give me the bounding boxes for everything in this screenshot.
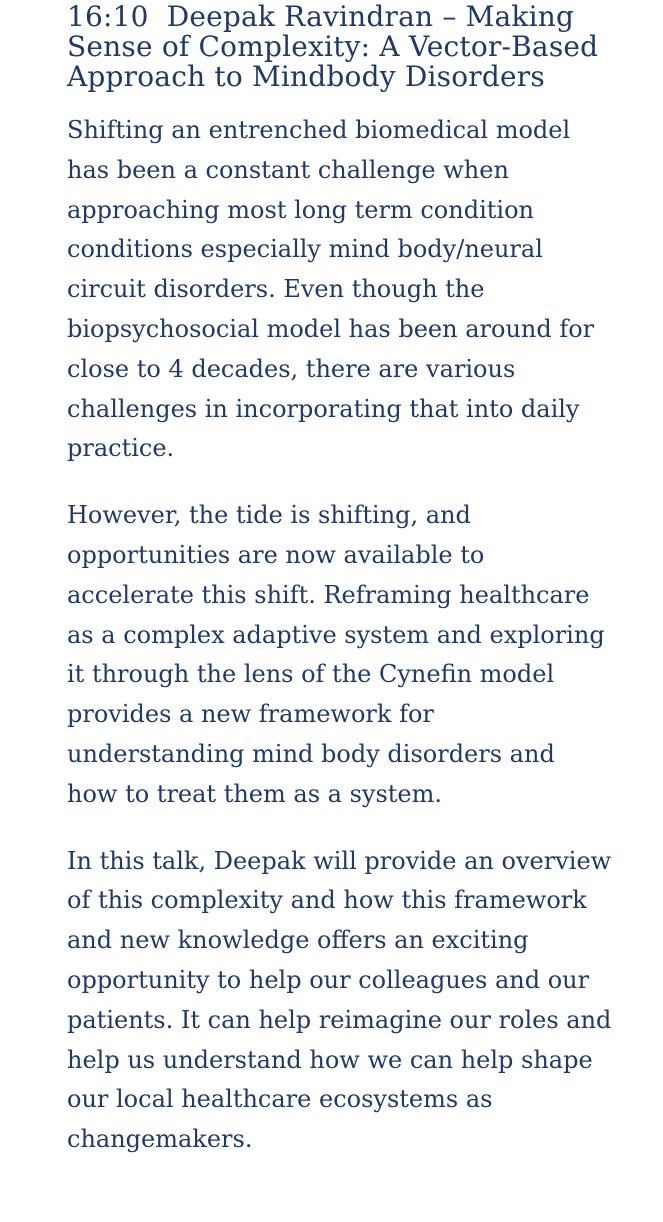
session-time: 16:10 (67, 0, 149, 33)
description-paragraph-3: In this talk, Deepak will provide an overview of this complexity and how this framework and new knowledge offers an exciting opportunity to help our colleagues and our patients. It can help reimagine our roles and help us understand how we can help shape our local healthcare ecosystems as changemakers. (67, 846, 612, 1154)
session-description (67, 111, 612, 1160)
description-paragraph-1: Shifting an entrenched biomedical model has been a constant challenge when approaching most long term condition conditions especially mind body/neural circuit disorders. Even though the biopsychosocial model has been around for close to 4 decades, there are various challenges in incorporating that into daily practice. (67, 116, 595, 463)
session-title: Deepak Ravindran – Making Sense of Complexity: A Vector-Based Approach to Mindbody Disorders (67, 0, 599, 93)
session-heading (67, 2, 612, 92)
description-paragraph-2: However, the tide is shifting, and opportunities are now available to accelerate this shift. Reframing healthcare as a complex adaptive system and exploring it through the lens of the Cynefin model provides a new framework for understanding mind body disorders and how to treat them as a system. (67, 501, 605, 808)
session-detail (67, 0, 612, 1160)
